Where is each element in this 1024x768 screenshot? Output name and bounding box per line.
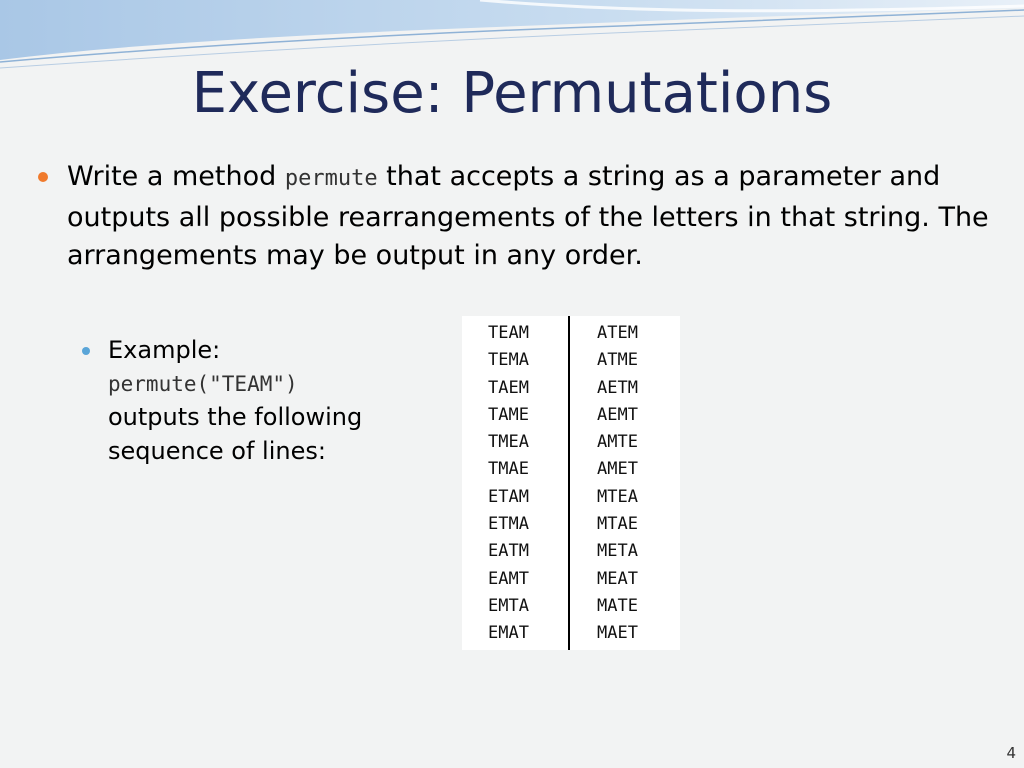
output-listing <box>462 316 680 650</box>
output-line: MATE <box>597 595 638 616</box>
main-bullet <box>38 158 998 276</box>
output-line: TEMA <box>488 350 529 371</box>
output-line: MAET <box>597 623 638 644</box>
output-line: TAEM <box>488 377 529 398</box>
example-line-3: outputs the following <box>108 403 363 431</box>
output-line: AEMT <box>597 404 638 425</box>
output-line: AETM <box>597 377 638 398</box>
example-call-code: permute("TEAM") <box>108 371 298 396</box>
output-line: EMTA <box>488 595 529 616</box>
output-line: AMET <box>597 459 638 480</box>
example-label: Example: <box>108 336 221 364</box>
output-line: MTEA <box>597 486 638 507</box>
example-line-4: sequence of lines: <box>108 436 326 465</box>
orange-bullet-icon <box>38 172 48 182</box>
output-line: TMAE <box>488 459 529 480</box>
output-line: TMEA <box>488 432 529 453</box>
main-bullet-text <box>67 158 998 276</box>
blue-bullet-icon <box>82 347 90 355</box>
column-divider <box>568 316 570 650</box>
slide-title: Exercise: Permutations <box>191 61 833 126</box>
output-column-left <box>488 320 529 648</box>
output-line: AMTE <box>597 432 638 453</box>
method-name-code: permute <box>284 166 378 191</box>
example-bullet-text <box>108 334 422 468</box>
output-line: TAME <box>488 404 529 425</box>
output-line: ATEM <box>597 323 638 343</box>
output-column-right <box>597 320 638 648</box>
output-line: EATM <box>488 541 529 562</box>
output-line: ETMA <box>488 514 529 535</box>
main-bullet-prefix: Write a method <box>67 161 285 192</box>
output-line: EMAT <box>488 623 529 644</box>
output-line: META <box>597 541 638 562</box>
output-line: ATME <box>597 350 638 371</box>
output-line: MEAT <box>597 568 638 589</box>
main-bullet-suffix: that accepts a string as a parameter and outputs all possible rearrangements of the letters in that string. The arrangements may be output in any order. <box>67 161 989 271</box>
output-line: ETAM <box>488 486 529 507</box>
page-number: 4 <box>1006 744 1016 762</box>
output-line: TEAM <box>488 323 529 343</box>
output-line: EAMT <box>488 568 529 589</box>
output-line: MTAE <box>597 514 638 535</box>
example-bullet <box>82 334 422 468</box>
